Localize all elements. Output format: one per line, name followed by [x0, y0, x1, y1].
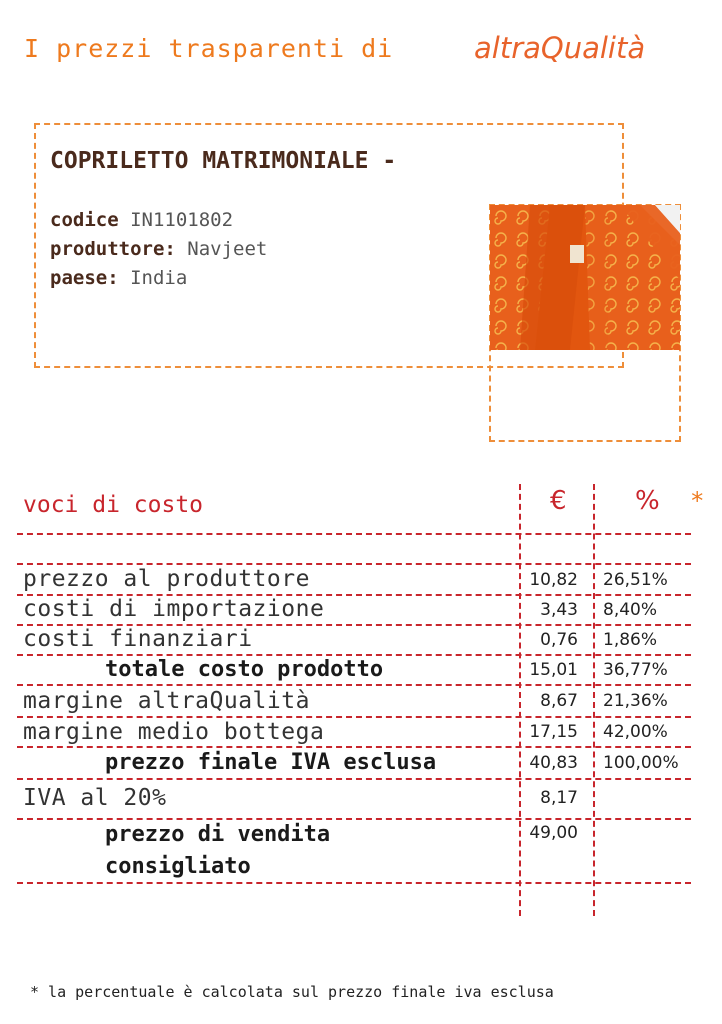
- row-label: totale costo prodotto: [105, 657, 384, 682]
- row-percent-value: 1,86%: [603, 630, 658, 650]
- row-divider: [17, 746, 691, 748]
- producer-label: produttore:: [50, 238, 176, 260]
- cost-items-header: voci di costo: [23, 492, 204, 518]
- row-euro-value: 10,82: [529, 570, 578, 590]
- row-label: IVA al 20%: [23, 785, 167, 811]
- euro-column-header: €: [550, 486, 567, 516]
- row-euro-value: 3,43: [540, 600, 578, 620]
- row-euro-value: 40,83: [529, 753, 578, 773]
- row-label: margine medio bottega: [23, 719, 325, 745]
- row-label-continued: consigliato: [105, 854, 251, 879]
- country-label: paese:: [50, 267, 119, 289]
- row-divider: [17, 818, 691, 820]
- code-label: codice: [50, 209, 119, 231]
- row-label: costi finanziari: [23, 626, 253, 652]
- product-country: [50, 267, 187, 289]
- row-divider: [17, 716, 691, 718]
- producer-value: Navjeet: [187, 238, 268, 260]
- row-label: prezzo al produttore: [23, 566, 310, 592]
- country-value: India: [130, 267, 188, 289]
- row-percent-value: 21,36%: [603, 691, 668, 711]
- percent-column-header: %: [635, 486, 660, 516]
- row-divider: [17, 684, 691, 686]
- altraqualita-logo: [472, 22, 672, 84]
- row-label: prezzo finale IVA esclusa: [105, 750, 437, 775]
- page-title: I prezzi trasparenti di: [24, 34, 394, 63]
- row-euro-value: 8,67: [540, 691, 578, 711]
- product-code: [50, 209, 233, 231]
- product-photo: [490, 205, 680, 350]
- row-percent-value: 8,40%: [603, 600, 658, 620]
- code-value: IN1101802: [130, 209, 234, 231]
- row-label: prezzo di vendita: [105, 822, 331, 847]
- product-producer: [50, 238, 267, 260]
- row-euro-value: 8,17: [540, 788, 578, 808]
- row-euro-value: 49,00: [529, 823, 578, 843]
- row-percent-value: 26,51%: [603, 570, 668, 590]
- row-label: margine altraQualità: [23, 688, 310, 714]
- product-name: COPRILETTO MATRIMONIALE -: [50, 148, 397, 174]
- row-percent-value: 36,77%: [603, 660, 668, 680]
- row-divider: [17, 882, 691, 884]
- percent-column-divider: [593, 484, 595, 916]
- footnote: * la percentuale è calcolata sul prezzo finale iva esclusa: [30, 983, 554, 1001]
- row-euro-value: 17,15: [529, 722, 578, 742]
- row-divider: [17, 533, 691, 535]
- row-label: costi di importazione: [23, 596, 325, 622]
- row-divider: [17, 654, 691, 656]
- euro-column-divider: [519, 484, 521, 916]
- asterisk-note-marker: *: [690, 487, 705, 515]
- svg-text:altraQualità: altraQualità: [474, 31, 646, 65]
- row-percent-value: 42,00%: [603, 722, 668, 742]
- row-divider: [17, 563, 691, 565]
- row-euro-value: 0,76: [540, 630, 578, 650]
- row-percent-value: 100,00%: [603, 753, 679, 773]
- row-euro-value: 15,01: [529, 660, 578, 680]
- row-divider: [17, 778, 691, 780]
